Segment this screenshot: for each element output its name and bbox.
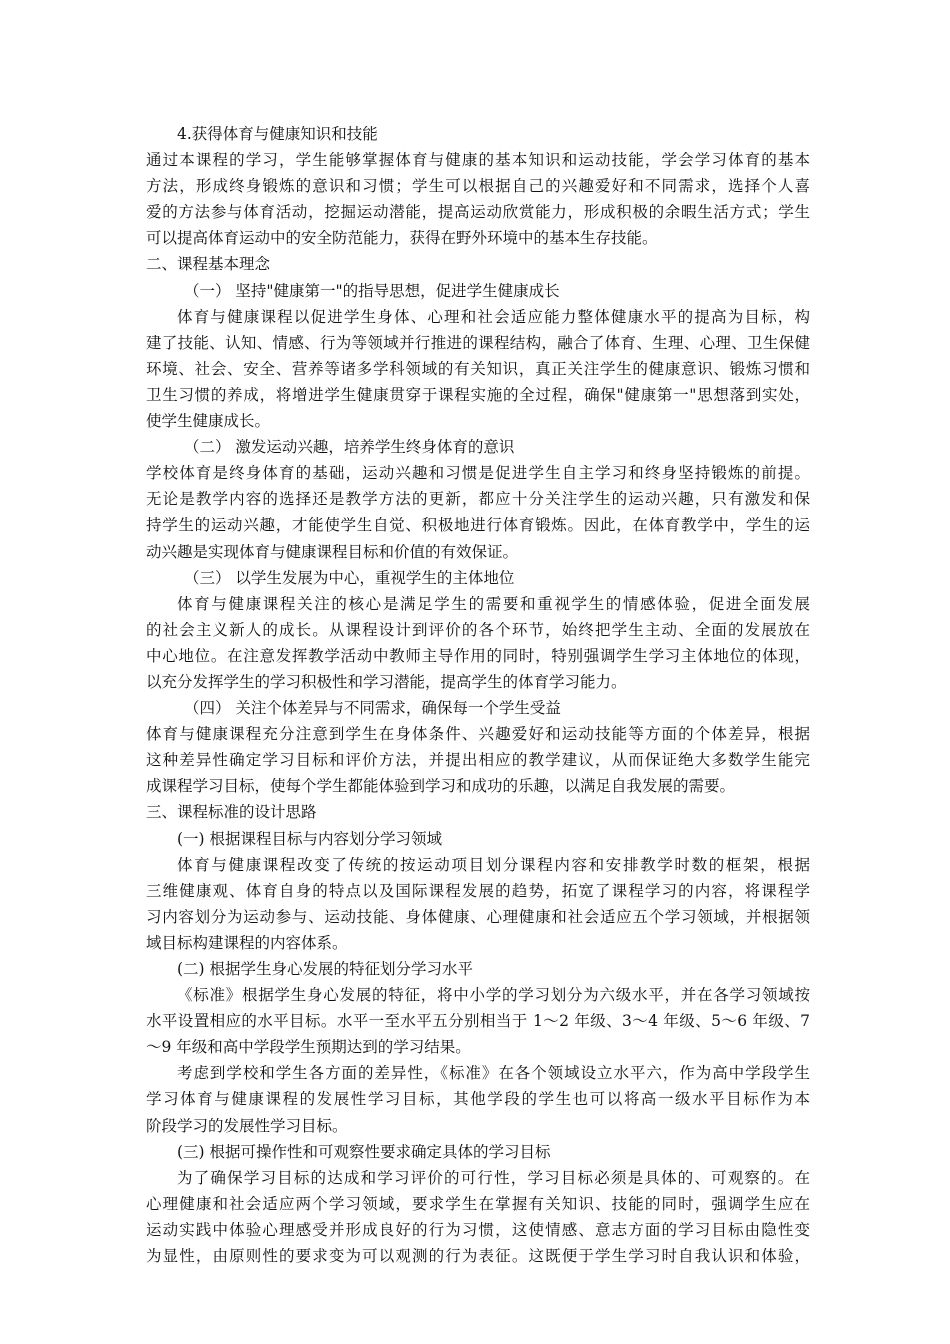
text-line: 习内容划分为运动参与、运动技能、身体健康、心理健康和社会适应五个学习领域，并根据领 xyxy=(146,907,810,926)
text-line: 可以提高体育运动中的安全防范能力，获得在野外环境中的基本生存技能。 xyxy=(146,229,658,248)
text-line: 使学生健康成长。 xyxy=(146,412,271,431)
text-line: 无论是教学内容的选择还是教学方法的更新，都应十分关注学生的运动兴趣，只有激发和保 xyxy=(146,490,810,509)
document-page xyxy=(146,121,810,1269)
text-line: (三) 根据可操作性和可观察性要求确定具体的学习目标 xyxy=(177,1142,551,1161)
text-line: 以充分发挥学生的学习积极性和学习潜能，提高学生的体育学习能力。 xyxy=(146,672,627,691)
text-line: 学校体育是终身体育的基础，运动兴趣和习惯是促进学生自主学习和终身坚持锻炼的前提。 xyxy=(146,464,810,483)
text-line: 的社会主义新人的成长。从课程设计到评价的各个环节，始终把学生主动、全面的发展放在 xyxy=(146,620,810,639)
text-line: 持学生的运动兴趣，才能使学生自觉、积极地进行体育锻炼。因此，在体育教学中，学生的运 xyxy=(146,516,810,535)
text-line: 域目标构建课程的内容体系。 xyxy=(146,933,348,952)
text-line: （三） 以学生发展为中心，重视学生的主体地位 xyxy=(184,568,515,587)
text-line: 体育与健康课程改变了传统的按运动项目划分课程内容和安排教学时数的框架，根据 xyxy=(177,855,810,874)
text-line: 这种差异性确定学习目标和评价方法，并提出相应的教学建议，从而保证绝大多数学生能完 xyxy=(146,751,810,770)
text-line: 体育与健康课程以促进学生身体、心理和社会适应能力整体健康水平的提高为目标，构 xyxy=(177,307,810,326)
text-line: （二） 激发运动兴趣，培养学生终身体育的意识 xyxy=(184,438,515,457)
text-line: 体育与健康课程充分注意到学生在身体条件、兴趣爱好和运动技能等方面的个体差异，根据 xyxy=(146,725,810,744)
text-line: 水平设置相应的水平目标。水平一至水平五分别相当于 1～2 年级、3～4 年级、5～6 年级、7 xyxy=(146,1012,810,1031)
text-line: 通过本课程的学习，学生能够掌握体育与健康的基本知识和运动技能，学会学习体育的基本 xyxy=(146,151,810,170)
text-line: 成课程学习目标，使每个学生都能体验到学习和成功的乐趣，以满足自我发展的需要。 xyxy=(146,777,736,796)
text-line: 《标准》根据学生身心发展的特征，将中小学的学习划分为六级水平，并在各学习领域按 xyxy=(177,986,810,1005)
text-line: 体育与健康课程关注的核心是满足学生的需要和重视学生的情感体验，促进全面发展 xyxy=(177,594,810,613)
text-line: 爱的方法参与体育活动，挖掘运动潜能，提高运动欣赏能力，形成积极的余暇生活方式；学生 xyxy=(146,203,810,222)
text-line: 三维健康观、体育自身的特点以及国际课程发展的趋势，拓宽了课程学习的内容，将课程学 xyxy=(146,881,810,900)
text-line: 为显性，由原则性的要求变为可以观测的行为表征。这既便于学生学习时自我认识和体验， xyxy=(146,1247,810,1266)
text-line: ～9 年级和高中学段学生预期达到的学习结果。 xyxy=(146,1038,471,1057)
text-line: （四） 关注个体差异与不同需求，确保每一个学生受益 xyxy=(184,699,561,718)
text-line: 动兴趣是实现体育与健康课程目标和价值的有效保证。 xyxy=(146,542,519,561)
text-line: (二) 根据学生身心发展的特征划分学习水平 xyxy=(177,960,474,978)
text-line: 心理健康和社会适应两个学习领域，要求学生在掌握有关知识、技能的同时，强调学生应在 xyxy=(146,1194,810,1213)
text-line: 为了确保学习目标的达成和学习评价的可行性，学习目标必须是具体的、可观察的。在 xyxy=(177,1168,810,1187)
text-line: 阶段学习的发展性学习目标。 xyxy=(146,1116,348,1135)
text-line: 运动实践中体验心理感受并形成良好的行为习惯，这使情感、意志方面的学习目标由隐性变 xyxy=(146,1220,810,1239)
text-line: 环境、社会、安全、营养等诸多学科领域的有关知识，真正关注学生的健康意识、锻炼习惯和 xyxy=(146,359,810,378)
text-line: 二、课程基本理念 xyxy=(146,255,271,274)
text-line: (一) 根据课程目标与内容划分学习领域 xyxy=(177,829,443,848)
text-line: 方法，形成终身锻炼的意识和习惯；学生可以根据自己的兴趣爱好和不同需求，选择个人喜 xyxy=(146,177,810,196)
text-line: （一） 坚持"健康第一"的指导思想，促进学生健康成长 xyxy=(184,281,560,300)
text-line: 学习体育与健康课程的发展性学习目标，其他学段的学生也可以将高一级水平目标作为本 xyxy=(146,1090,810,1109)
text-line: 卫生习惯的养成，将增进学生健康贯穿于课程实施的全过程，确保"健康第一"思想落到实处， xyxy=(146,385,810,404)
text-line: 考虑到学校和学生各方面的差异性，《标准》在各个领域设立水平六，作为高中学段学生 xyxy=(177,1064,810,1083)
text-line: 三、课程标准的设计思路 xyxy=(146,803,317,822)
text-line: 4.获得体育与健康知识和技能 xyxy=(177,125,378,143)
text-line: 建了技能、认知、情感、行为等领域并行推进的课程结构，融合了体育、生理、心理、卫生保健 xyxy=(146,333,810,352)
text-line: 中心地位。在注意发挥教学活动中教师主导作用的同时，特别强调学生学习主体地位的体现， xyxy=(146,646,810,665)
